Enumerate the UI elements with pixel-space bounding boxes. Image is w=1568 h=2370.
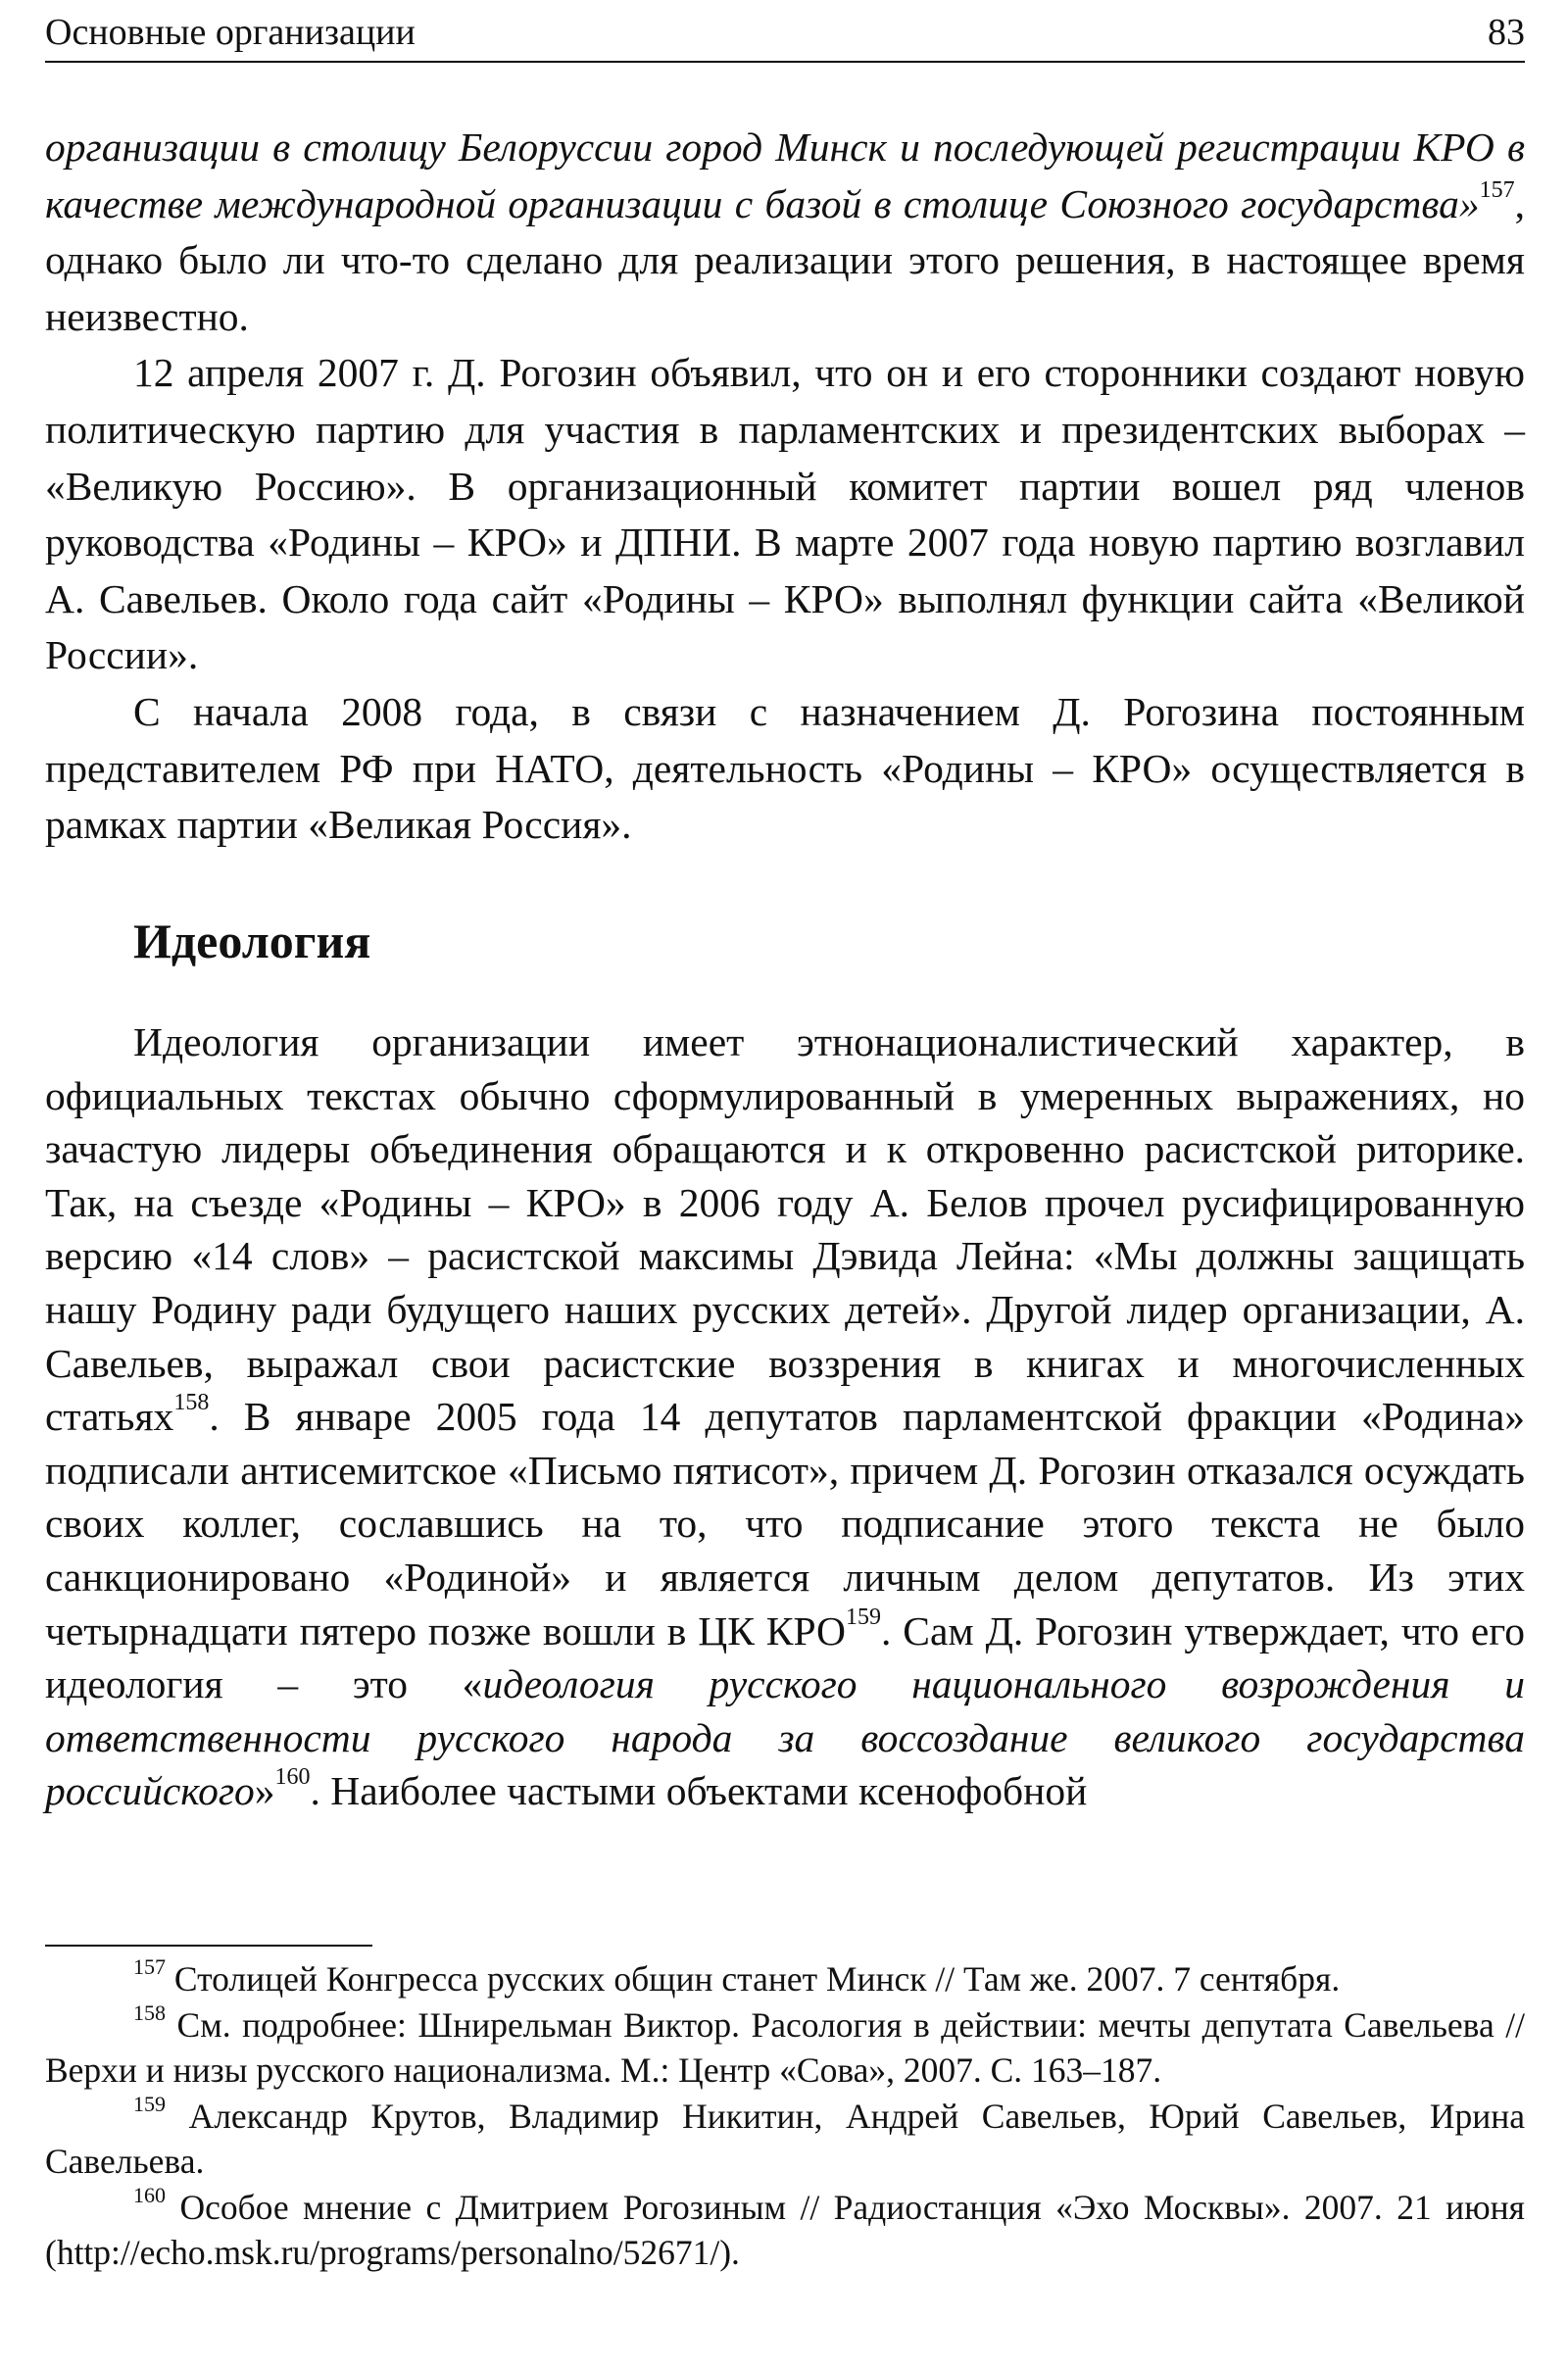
footnote-ref-157[interactable]: 157 xyxy=(1479,176,1515,203)
footnote-158 xyxy=(45,2002,1525,2094)
body-text-top xyxy=(45,120,1525,854)
footnote-ref-158[interactable]: 158 xyxy=(173,1390,210,1416)
running-title: Основные организации xyxy=(45,12,416,53)
footnote-ref-160[interactable]: 160 xyxy=(274,1764,311,1791)
paragraph: 12 апреля 2007 г. Д. Рогозин объявил, что он и его сторонники создают новую политическую партию для участия в парламентских и президентских выборах – «Великую Россию». В организационный комитет партии вошел ряд членов руководства «Родины – КРО» и ДПНИ. В марте 2007 года новую партию возглавил А. Савельев. Около года сайт «Родины – КРО» выполнял функции сайта «Великой России». xyxy=(45,350,1525,678)
section-heading: Идеология xyxy=(133,913,371,968)
running-header xyxy=(45,6,1525,63)
paragraph: С начала 2008 года, в связи с назначением Д. Рогозина постоянным представителем РФ при НАТО, деятельность «Родины – КРО» осуществляется в рамках партии «Великая Россия». xyxy=(45,688,1525,848)
footnote-divider xyxy=(45,1945,372,1947)
paragraph-text: , однако было ли что-то сделано для реализации этого решения, в настоящее время неизвестно. xyxy=(45,180,1525,339)
footnote-text: См. подробнее: Шнирельман Виктор. Расология в действии: мечты депутата Савельева // Верхи и низы русского национализма. М.: Центр «Сова», 2007. С. 163–187. xyxy=(45,2004,1525,2090)
body-text-ideology xyxy=(45,1015,1525,1818)
italic-quote: организации в столицу Белоруссии город Минск и последующей регистрации КРО в качестве международной организации с базой в столице Союзного государства» xyxy=(45,124,1525,226)
page-number: 83 xyxy=(1488,12,1525,53)
footnote-157 xyxy=(45,1956,1525,2002)
paragraph-ideology xyxy=(45,1015,1525,1818)
footnote-number: 158 xyxy=(133,2000,166,2025)
paragraph-text: . В январе 2005 года 14 депутатов парламентской фракции «Родина» подписали антисемитское «Письмо пятисот», причем Д. Рогозин отказался осуждать своих коллег, сославшись на то, что подписание этого текста не было санкционировано «Родиной» и является личным делом депутатов. Из этих четырнадцати пятеро позже вошли в ЦК КРО xyxy=(45,1394,1525,1654)
footnote-160 xyxy=(45,2182,1525,2276)
quote-close: » xyxy=(254,1768,275,1814)
paragraph-text: . Сам Д. Рогозин утверждает, что его идеология – это « xyxy=(45,1607,1525,1707)
italic-quote: идеология русского национального возрождения и ответственности русского народа за воссоздание великого государства российского xyxy=(45,1661,1525,1814)
footnote-number: 159 xyxy=(133,2091,166,2116)
footnote-text: Александр Крутов, Владимир Никитин, Андрей Савельев, Юрий Савельев, Ирина Савельева. xyxy=(45,2096,1525,2181)
footnote-number: 157 xyxy=(133,1954,166,1980)
paragraph-continuation xyxy=(45,120,1525,345)
footnote-text: Столицей Конгресса русских общин станет Минск // Там же. 2007. 7 сентября. xyxy=(166,1959,1341,1999)
paragraph-text: . Наиболее частыми объектами ксенофобной xyxy=(310,1768,1088,1814)
footnote-number: 160 xyxy=(133,2182,166,2207)
footnote-ref-159[interactable]: 159 xyxy=(846,1604,882,1630)
paragraph-text: Идеология организации имеет этнонационалистический характер, в официальных текстах обычно сформулированный в умеренных выражениях, но зачастую лидеры объединения обращаются и к откровенно расистской риторике. Так, на съезде «Родины – КРО» в 2006 году А. Белов прочел русифицированную версию «14 слов» – расистской максимы Дэвида Лейна: «Мы должны защищать нашу Родину ради будущего наших русских детей». Другой лидер организации, А. Савельев, выражал свои расистские воззрения в книгах и многочисленных статьях xyxy=(45,1019,1525,1440)
footnotes xyxy=(45,1956,1525,2276)
footnote-159 xyxy=(45,2091,1525,2185)
footnote-text: Особое мнение с Дмитрием Рогозиным // Радиостанция «Эхо Москвы». 2007. 21 июня (http://echo.msk.ru/programs/personalno/52671/). xyxy=(45,2187,1525,2272)
